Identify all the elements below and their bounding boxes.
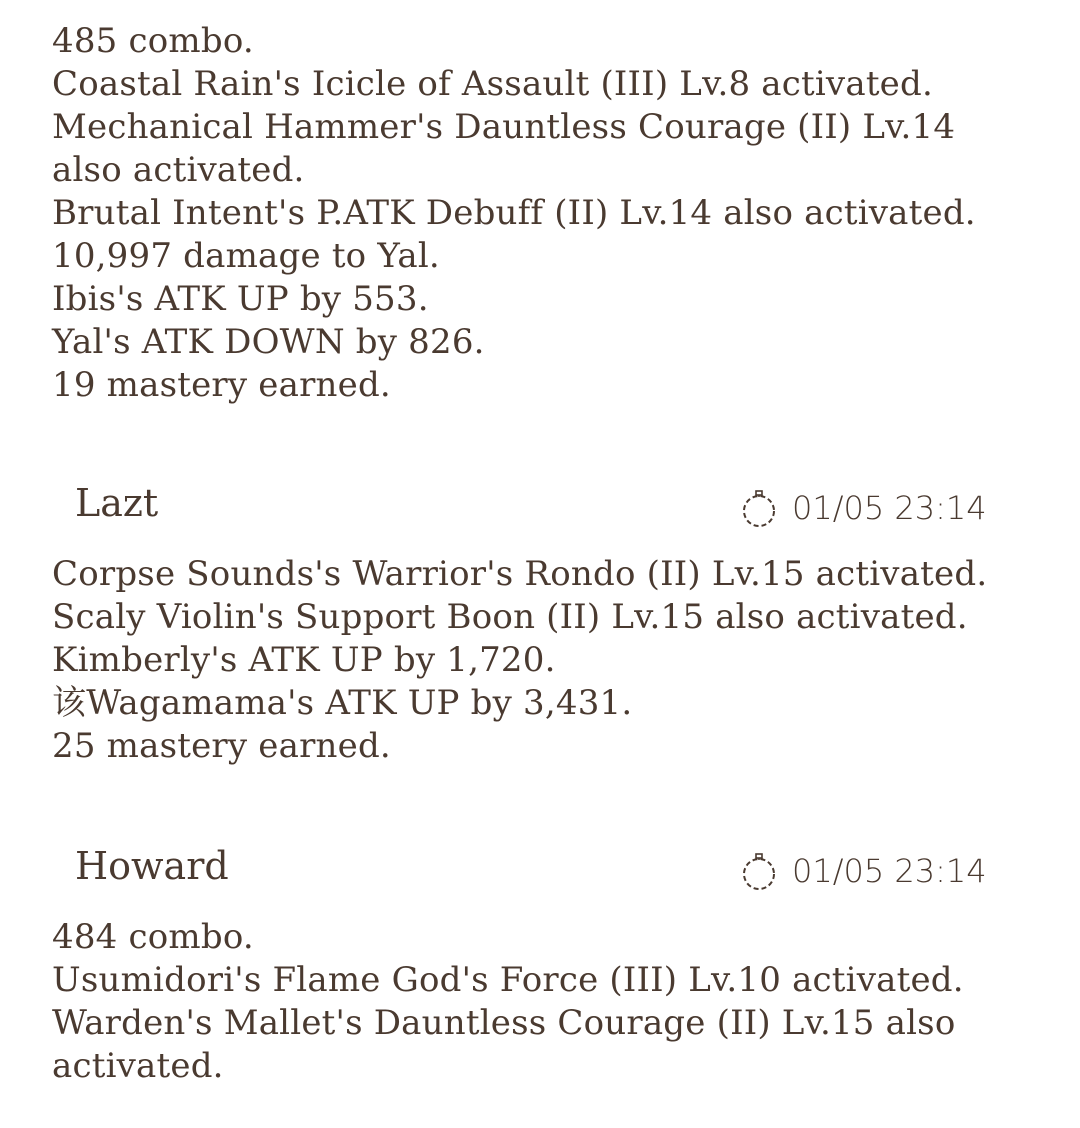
log-line: 19 mastery earned. [52,365,391,405]
log-line: 485 combo. [52,21,254,61]
log-entry-body [0,914,1080,1088]
log-line: 25 mastery earned. [52,726,391,766]
log-timestamp [740,851,987,891]
log-line: Scaly Violin's Support Boon (II) Lv.15 also activated. [52,597,968,637]
log-line: Brutal Intent's P.ATK Debuff (II) Lv.14 also activated. [52,193,976,233]
log-line: activated. [52,1046,224,1086]
log-entry-header [0,826,1080,914]
log-entry-header [0,463,1080,551]
log-timestamp [740,488,987,528]
player-name: Howard [75,844,229,888]
log-entry-body [0,0,1080,407]
player-name: Lazt [75,481,159,525]
log-line: Kimberly's ATK UP by 1,720. [52,640,556,680]
log-line: Coastal Rain's Icicle of Assault (III) Lv.8 activated. [52,64,933,104]
timestamp-text: 01/05 23:14 [792,489,987,527]
log-line: also activated. [52,150,305,190]
log-line: 484 combo. [52,917,254,957]
stopwatch-icon [740,851,778,891]
log-entry-body [0,551,1080,768]
log-line: Ibis's ATK UP by 553. [52,279,429,319]
log-line: Usumidori's Flame God's Force (III) Lv.10 activated. [52,960,964,1000]
log-line: Corpse Sounds's Warrior's Rondo (II) Lv.15 activated. [52,554,988,594]
log-line: 该Wagamama's ATK UP by 3,431. [52,683,633,723]
log-line: 10,997 damage to Yal. [52,236,440,276]
log-line: Mechanical Hammer's Dauntless Courage (II) Lv.14 [52,107,956,147]
timestamp-text: 01/05 23:14 [792,852,987,890]
log-line: Yal's ATK DOWN by 826. [52,322,485,362]
log-line: Warden's Mallet's Dauntless Courage (II) Lv.15 also [52,1003,956,1043]
stopwatch-icon [740,488,778,528]
